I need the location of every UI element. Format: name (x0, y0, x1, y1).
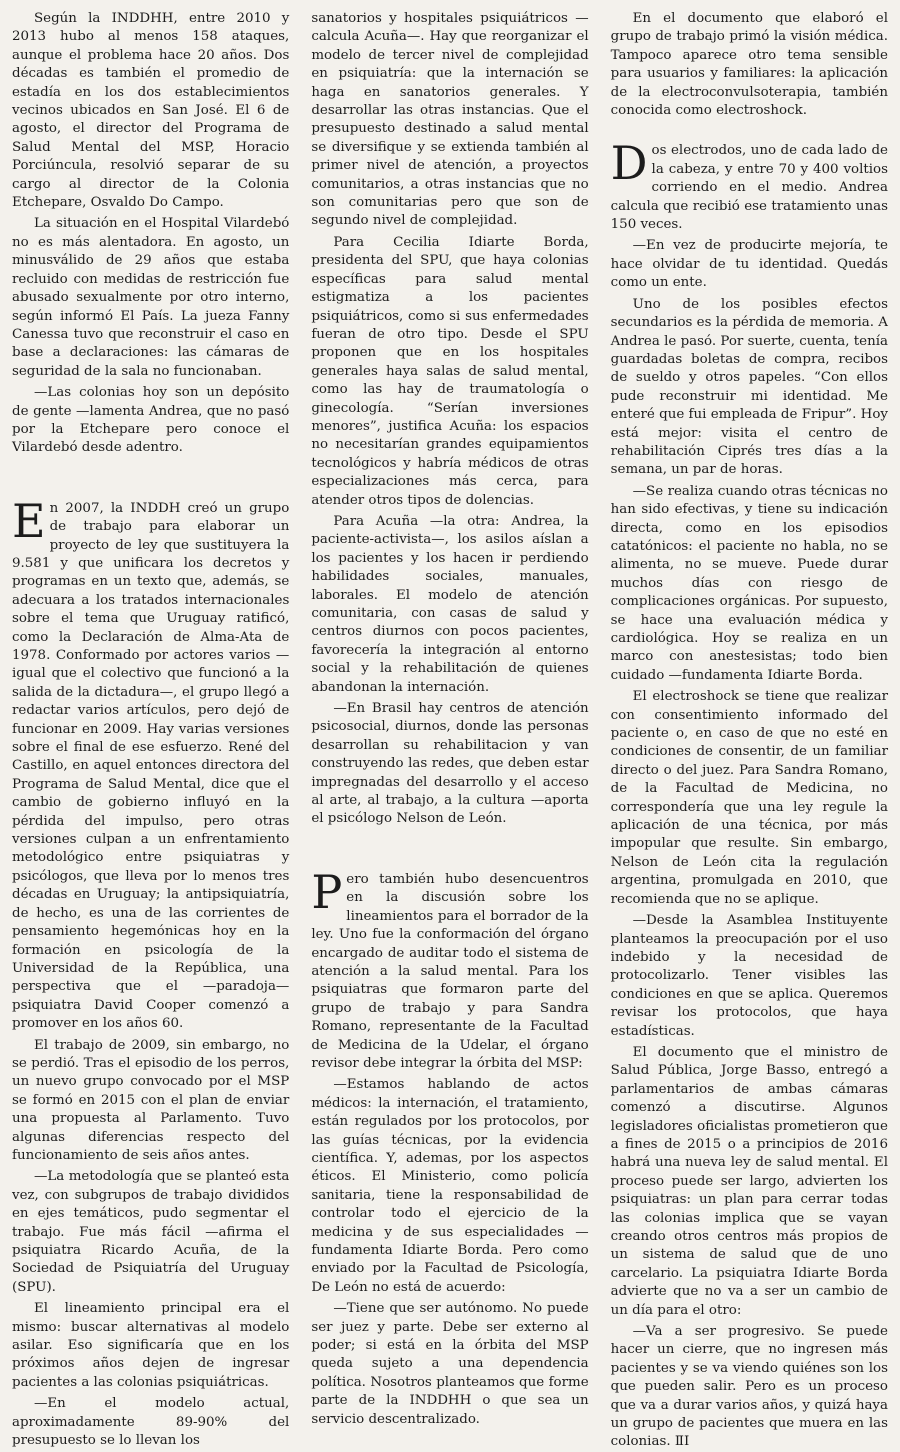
paragraph: —En Brasil hay centros de atención psicosocial, diurnos, donde las personas desarrollan su rehabilitacion y van construyendo las redes, que deben estar impregnadas del desarrollo y el acceso al arte, al trabajo, a la cultura —aporta el psicólogo Nelson de León. (311, 701, 589, 827)
drop-cap: E (12, 493, 46, 548)
column-2 (311, 10, 589, 1427)
paragraph: —Las colonias hoy son un depósito de gente —lamenta Andrea, que no pasó por la Etchepare pero conoce el Vilardebó desde adentro. (12, 385, 290, 456)
paragraph-text: os electrodos, uno de cada lado de la cabeza, y entre 70 y 400 voltios corriendo en el medio. Andrea calcula que recibió ese tratamiento unas 150 veces. (610, 143, 888, 233)
paragraph: El trabajo de 2009, sin embargo, no se perdió. Tras el episodio de los perros, un nuevo grupo convocado por el MSP se formó en 2015 con el plan de enviar una propuesta al Parlamento. Tuvo algunas diferencias respecto del funcionamiento de seis años antes. (12, 1037, 290, 1163)
paragraph-text: ero también hubo desencuentros en la discusión sobre los lineamientos para el borrador de la ley. Uno fue la conformación del órgano encargado de auditar todo el sistema de atención a la salud mental. Para los psiquiatras que formaron parte del grupo de trabajo y para Sandra Romano, representante de la Facultad de Medicina de la Udelar, el órgano revisor debe integrar la órbita del MSP: (311, 871, 589, 1071)
paragraph: El documento que el ministro de Salud Pública, Jorge Basso, entregó a parlamentarios de ambas cámaras comenzó a discutirse. Algunos legisladores oficialistas prometieron que a fines de 2015 o a principios de 2016 habrá una nueva ley de salud mental. El proceso puede ser largo, advierten los psiquiatras: un plan para cerrar todas las colonias implica que se vayan creando otros centros más propios de un sistema de salud que de uno carcelario. La psiquiatra Idiarte Borda advierte que no va a ser un cambio de un día para el otro: (610, 1044, 888, 1318)
drop-cap: D (610, 136, 648, 191)
paragraph-text: n 2007, la INDDH creó un grupo de trabajo para elaborar un proyecto de ley que sustituyera la 9.581 y que unificara los decretos y programas en un texto que, además, se adecuara a los tratados internacionales sobre el tema que Uruguay ratificó, como la Declaración de Alma-Ata de 1978. Conformado por actores varios —igual que el colectivo que funcionó a la salida de la dictadura—, el grupo llegó a redactar varios artículos, pero dejó de funcionar en 2009. Hay varias versiones sobre el final de ese esfuerzo. René del Castillo, en aquel entonces directora del Programa de Salud Mental, dice que el cambio de gobierno influyó en la pérdida del impulso, pero otras versiones culpan a un enfrentamiento metodológico entre psiquiatras y psicólogos, que lleva por lo menos tres décadas en Uruguay; la antipsiquiatría, de hecho, es una de las corrientes de pensamiento hegemónicas hoy en la formación en psicología de la Universidad de la República, una perspectiva que el —paradoja— psiquiatra David Cooper comenzó a promover en los años 60. (12, 500, 290, 1032)
paragraph: —Desde la Asamblea Instituyente planteamos la preocupación por el uso indebido y la necesidad de protocolizarlo. Tener visibles las condiciones en que se aplica. Queremos revisar los protocolos, que haya estadísticas. (610, 913, 888, 1039)
paragraph: En el documento que elaboró el grupo de trabajo primó la visión médica. Tampoco aparece otro tema sensible para usuarios y familiares: la aplicación de la electroconvulsoterapia, también conocida como electroshock. (610, 11, 888, 119)
section-opening-paragraph (12, 493, 290, 1034)
drop-cap: P (311, 864, 343, 919)
paragraph: Uno de los posibles efectos secundarios es la pérdida de memoria. A Andrea le pasó. Por suerte, cuenta, tenía guardadas boletas de compra, recibos de sueldo y otros papeles. “Con ellos pude reconstruir mi identidad. Me enteré que fui empleada de Fripur”. Hoy está mejor: visita el centro de rehabilitación Ciprés tres días a la semana, un par de horas. (610, 296, 888, 478)
paragraph: —La metodología que se planteó esta vez, con subgrupos de trabajo divididos en ejes temáticos, pudo segmentar el trabajo. Fue más fácil —afirma el psiquiatra Ricardo Acuña, de la Sociedad de Psiquiatría del Uruguay (SPU). (12, 1169, 290, 1295)
paragraph: —Tiene que ser autónomo. No puede ser juez y parte. Debe ser externo al poder; si está en la órbita del MSP queda sujeto a una dependencia política. Nosotros planteamos que forme parte de la INDDHH o que sea un servicio descentralizado. (311, 1301, 589, 1427)
paragraph: —Va a ser progresivo. Se puede hacer un cierre, que no ingresen más pacientes y se va viendo quiénes son los que pueden salir. Pero es un proceso que va a durar varios años, y quizá haya un grupo de pacientes que muera en las colonias. ⅡI (610, 1324, 888, 1450)
paragraph: El electroshock se tiene que realizar con consentimiento informado del paciente o, en caso de que no esté en condiciones de consentir, de un familiar directo o del juez. Para Sandra Romano, de la Facultad de Medicina, no correspondería que una ley regule la aplicación de una técnica, por más impopular que resulte. Sin embargo, Nelson de León cita la regulación argentina, promulgada en 2010, que recomienda que no se aplique. (610, 689, 888, 907)
paragraph: Para Cecilia Idiarte Borda, presidenta del SPU, que haya colonias específicas para salud mental estigmatiza a los pacientes psiquiátricos, como si sus enfermedades fueran de otro tipo. Desde el SPU proponen que en los hospitales generales haya salas de salud mental, como las hay de traumatología o ginecología. “Serían inversiones menores”, justifica Acuña: los espacios no necesitarían grandes equipamientos tecnológicos y habría médicos de otras especializaciones más cerca, para atender otros tipos de dolencias. (311, 234, 589, 508)
paragraph: Para Acuña —la otra: Andrea, la paciente-activista—, los asilos aíslan a los pacientes y los hacen ir perdiendo habilidades sociales, manuales, laborales. El modelo de atención comunitaria, con casas de salud y centros diurnos con pocos pacientes, favorecería la integración al entorno social y la rehabilitación de quienes abandonan la internación. (311, 513, 589, 695)
paragraph: —Estamos hablando de actos médicos: la internación, el tratamiento, están regulados por los protocolos, por las guías técnicas, por la evidencia científica. Y, ademas, por los aspectos éticos. El Ministerio, como policía sanitaria, tiene la responsabilidad de controlar todo el ejercicio de la medicina y de sus especialidades —fundamenta Idiarte Borda. Pero como enviado por la Facultad de Psicología, De León no está de acuerdo: (311, 1077, 589, 1295)
section-opening-paragraph (311, 864, 589, 1073)
section-opening-paragraph (610, 136, 888, 234)
column-1 (12, 10, 290, 1449)
paragraph: sanatorios y hospitales psiquiátricos —calcula Acuña—. Hay que reorganizar el modelo de tercer nivel de complejidad en psiquiatría: que la internación se haga en sanatorios generales. Y desarrollar las otras instancias. Que el presupuesto destinado a salud mental se diversifique y se extienda también al primer nivel de atención, a proyectos comunitarios, a otras instancias que no son comunitarias pero que son de segundo nivel de complejidad. (311, 11, 589, 229)
paragraph: —En el modelo actual, aproximadamente 89-90% del presupuesto se lo llevan los (12, 1396, 290, 1449)
paragraph: —Se realiza cuando otras técnicas no han sido efectivas, y tiene su indicación directa, como en los episodios catatónicos: el paciente no habla, no se alimenta, no se mueve. Puede durar muchos días con riesgo de complicaciones orgánicas. Por supuesto, se hace una evaluación médica y cardiológica. Hoy se realiza en un marco con anestesistas; todo bien cuidado —fundamenta Idiarte Borda. (610, 483, 888, 683)
column-3 (610, 10, 888, 1450)
paragraph: El lineamiento principal era el mismo: buscar alternativas al modelo asilar. Eso significaría que en los próximos años dejen de ingresar pacientes a las colonias psiquiátricas. (12, 1301, 290, 1390)
paragraph: —En vez de producirte mejoría, te hace olvidar de tu identidad. Quedás como un ente. (610, 238, 888, 291)
paragraph: La situación en el Hospital Vilardebó no es más alentadora. En agosto, un minusválido de 29 años que estaba recluido con medidas de restricción fue abusado sexualmente por otro interno, según informó El País. La jueza Fanny Canessa tuvo que reconstruir el caso en base a declaraciones: las cámaras de seguridad de la sala no funcionaban. (12, 216, 290, 379)
paragraph: Según la INDDHH, entre 2010 y 2013 hubo al menos 158 ataques, aunque el problema hace 20 años. Dos décadas es también el promedio de estadía en los dos establecimientos vecinos ubicados en San José. El 6 de agosto, el director del Programa de Salud Mental del MSP, Horacio Porciúncula, resolvió separar de su cargo al director de la Colonia Etchepare, Osvaldo Do Campo. (12, 11, 290, 211)
